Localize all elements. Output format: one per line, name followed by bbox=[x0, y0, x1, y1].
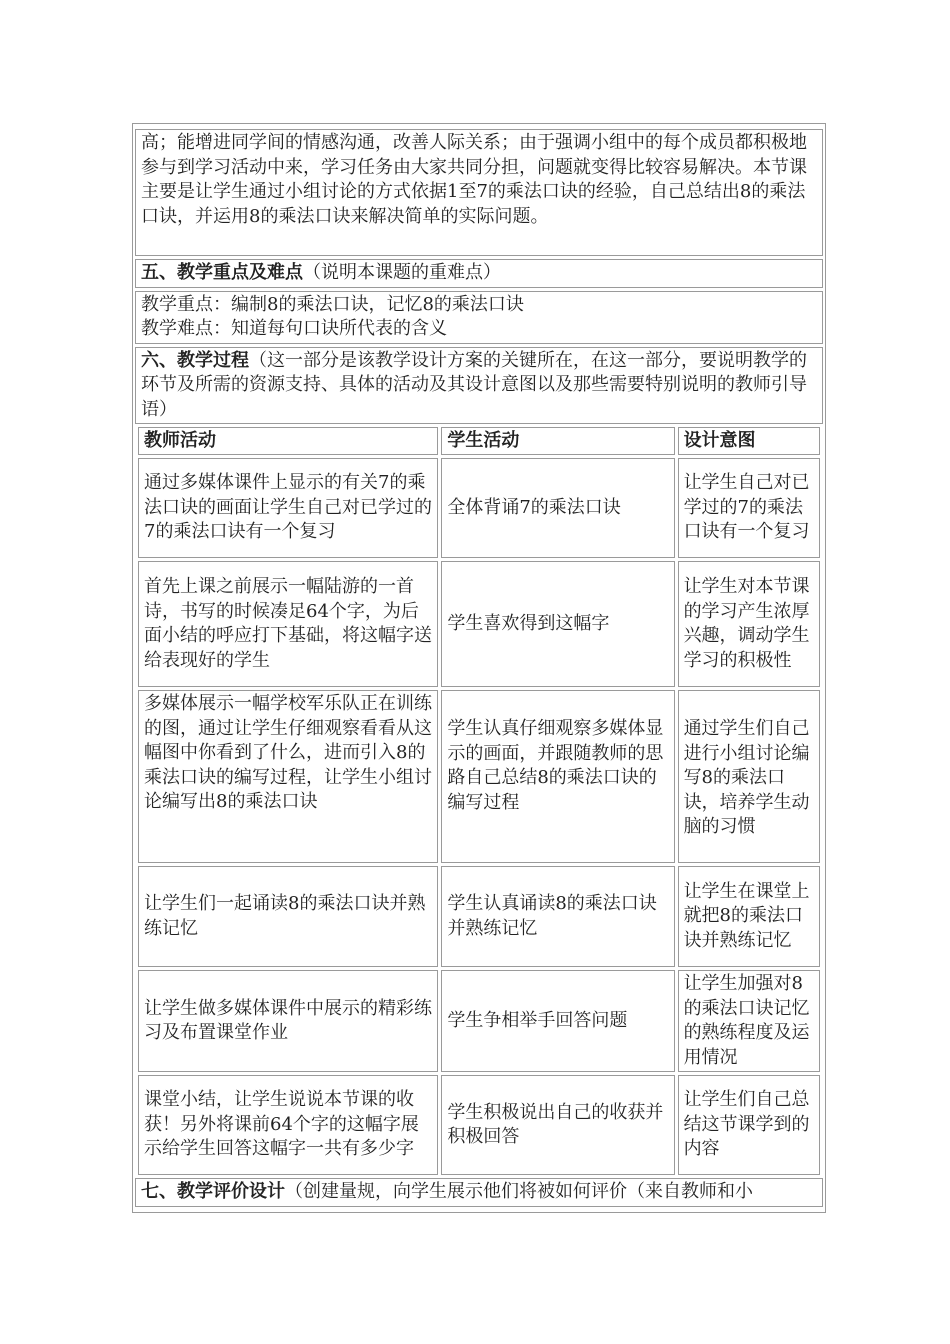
header-teacher-activity: 教师活动 bbox=[138, 427, 438, 455]
process-row bbox=[138, 561, 820, 687]
section7-title: 七、教学评价设计 bbox=[141, 1181, 285, 1202]
student-activity-cell: 学生认真诵读8的乘法口诀并熟练记忆 bbox=[441, 866, 674, 967]
header-student-activity: 学生活动 bbox=[441, 427, 674, 455]
intro-paragraph: 高；能增进同学间的情感沟通，改善人际关系；由于强调小组中的每个成员都积极地参与到学习活动中来，学习任务由大家共同分担，问题就变得比较容易解决。本节课主要是让学生通过小组讨论的方式依据1至7的乘法口诀的经验，自己总结出8的乘法口诀，并运用8的乘法口诀来解决简单的实际问题。 bbox=[135, 129, 823, 256]
section6-header bbox=[135, 347, 823, 425]
teacher-activity-cell: 多媒体展示一幅学校军乐队正在训练的图，通过让学生仔细观察看看从这幅图中你看到了什么，进而引入8的乘法口诀的编写过程，让学生小组讨论编写出8的乘法口诀 bbox=[138, 690, 438, 863]
teacher-activity-cell: 课堂小结，让学生说说本节课的收获！另外将课前64个字的这幅字展示给学生回答这幅字一共有多少字 bbox=[138, 1075, 438, 1175]
teaching-process-table bbox=[135, 424, 823, 1178]
section7-header bbox=[135, 1178, 823, 1207]
student-activity-cell: 学生认真仔细观察多媒体显示的画面，并跟随教师的思路自己总结8的乘法口诀的编写过程 bbox=[441, 690, 674, 863]
student-activity-cell: 学生争相举手回答问题 bbox=[441, 970, 674, 1072]
process-row bbox=[138, 970, 820, 1072]
section5-body bbox=[135, 291, 823, 344]
section6-note: （这一部分是该教学设计方案的关键所在，在这一部分，要说明教学的环节及所需的资源支持、具体的活动及其设计意图以及那些需要特别说明的教师引导语） bbox=[141, 349, 807, 420]
teaching-focus: 教学重点：编制8的乘法口诀，记忆8的乘法口诀 bbox=[141, 293, 524, 315]
teacher-activity-cell: 让学生做多媒体课件中展示的精彩练习及布置课堂作业 bbox=[138, 970, 438, 1072]
header-design-intent: 设计意图 bbox=[678, 427, 820, 455]
student-activity-cell: 学生喜欢得到这幅字 bbox=[441, 561, 674, 687]
section7-note: （创建量规，向学生展示他们将被如何评价（来自教师和小 bbox=[285, 1181, 753, 1202]
design-intent-cell: 让学生对本节课的学习产生浓厚兴趣，调动学生学习的积极性 bbox=[678, 561, 820, 687]
section5-header bbox=[135, 259, 823, 288]
section5-title: 五、教学重点及难点 bbox=[141, 262, 303, 283]
process-row bbox=[138, 866, 820, 967]
design-intent-cell: 让学生在课堂上就把8的乘法口诀并熟练记忆 bbox=[678, 866, 820, 967]
design-intent-cell: 让学生加强对8的乘法口诀记忆的熟练程度及运用情况 bbox=[678, 970, 820, 1072]
teacher-activity-cell: 通过多媒体课件上显示的有关7的乘法口诀的画面让学生自己对已学过的7的乘法口诀有一个复习 bbox=[138, 458, 438, 558]
lesson-plan-document bbox=[132, 123, 826, 1213]
student-activity-cell: 全体背诵7的乘法口诀 bbox=[441, 458, 674, 558]
process-row bbox=[138, 690, 820, 863]
design-intent-cell: 让学生自己对已学过的7的乘法口诀有一个复习 bbox=[678, 458, 820, 558]
process-row bbox=[138, 1075, 820, 1175]
teaching-difficulty: 教学难点：知道每句口诀所代表的含义 bbox=[141, 318, 447, 339]
process-row bbox=[138, 458, 820, 558]
section5-note: （说明本课题的重难点） bbox=[303, 262, 501, 283]
design-intent-cell: 让学生们自己总结这节课学到的内容 bbox=[678, 1075, 820, 1175]
section6-title: 六、教学过程 bbox=[141, 349, 249, 371]
document-table bbox=[135, 126, 823, 427]
teacher-activity-cell: 让学生们一起诵读8的乘法口诀并熟练记忆 bbox=[138, 866, 438, 967]
design-intent-cell: 通过学生们自己进行小组讨论编写8的乘法口诀，培养学生动脑的习惯 bbox=[678, 690, 820, 863]
teacher-activity-cell: 首先上课之前展示一幅陆游的一首诗，书写的时候凑足64个字，为后面小结的呼应打下基础，将这幅字送给表现好的学生 bbox=[138, 561, 438, 687]
section7-table bbox=[135, 1175, 823, 1210]
student-activity-cell: 学生积极说出自己的收获并积极回答 bbox=[441, 1075, 674, 1175]
process-header-row bbox=[138, 427, 820, 455]
